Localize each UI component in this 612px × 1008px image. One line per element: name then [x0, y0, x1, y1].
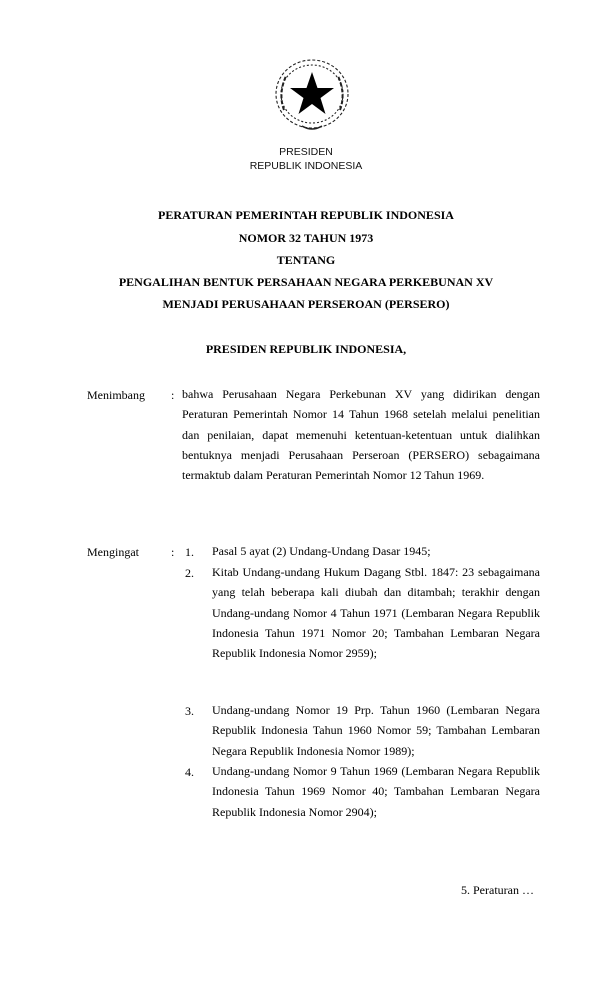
- regulation-subject-line1: PENGALIHAN BENTUK PERSAHAAN NEGARA PERKEBUNAN XV: [118, 275, 494, 289]
- regulation-tentang: TENTANG: [276, 253, 336, 267]
- issuer-heading: PRESIDEN REPUBLIK INDONESIA,: [205, 342, 407, 356]
- menimbang-label: Menimbang: [87, 388, 145, 402]
- regulation-number: NOMOR 32 TAHUN 1973: [238, 231, 374, 245]
- mengingat-item-text: Pasal 5 ayat (2) Undang-Undang Dasar 1945;: [212, 544, 431, 558]
- mengingat-item-number: 3.: [185, 704, 194, 718]
- regulation-subject-line2: MENJADI PERUSAHAAN PERSEROAN (PERSERO): [162, 297, 450, 311]
- mengingat-label: Mengingat: [87, 545, 139, 559]
- header-line-republik: REPUBLIK INDONESIA: [249, 160, 363, 172]
- mengingat-item-text: Kitab Undang-undang Hukum Dagang Stbl. 1847: 23 sebagaimana yang telah beberapa kali diubah dan ditambah; terakhir dengan Undang-undang Nomor 4 Tahun 1971 (Lembaran Negara Republik Indonesia Tahun 1971 Nomor 20; Tambahan Lembaran Negara Republik Indonesia Nomor 2959);: [212, 565, 540, 661]
- header-line-presiden: PRESIDEN: [279, 146, 333, 158]
- mengingat-colon: :: [171, 545, 175, 559]
- mengingat-item-number: 4.: [185, 765, 194, 779]
- mengingat-item-text: Undang-undang Nomor 19 Prp. Tahun 1960 (Lembaran Negara Republik Indonesia Tahun 1960 Nomor 59; Tambahan Lembaran Negara Republik Indonesia Nomor 1989);: [212, 703, 540, 758]
- menimbang-colon: :: [171, 388, 175, 402]
- page-continuation: 5. Peraturan …: [461, 883, 534, 897]
- presidential-star-emblem-icon: [272, 58, 352, 134]
- menimbang-text: bahwa Perusahaan Negara Perkebunan XV yang didirikan dengan Peraturan Pemerintah Nomor 14 Tahun 1968 setelah melalui penelitian dan penilaian, dapat memenuhi ketentuan-ketentuan untuk dialihkan bentuknya menjadi Perusahaan Perseroan (PERSERO) sebagaimana termaktub dalam Peraturan Pemerintah Nomor 12 Tahun 1969.: [182, 387, 540, 483]
- mengingat-item-number: 1.: [185, 545, 194, 559]
- regulation-title: PERATURAN PEMERINTAH REPUBLIK INDONESIA: [158, 208, 454, 222]
- mengingat-item-number: 2.: [185, 566, 194, 580]
- mengingat-item-text: Undang-undang Nomor 9 Tahun 1969 (Lembaran Negara Republik Indonesia Tahun 1969 Nomor 40; Tambahan Lembaran Negara Republik Indonesia Nomor 2904);: [212, 764, 540, 819]
